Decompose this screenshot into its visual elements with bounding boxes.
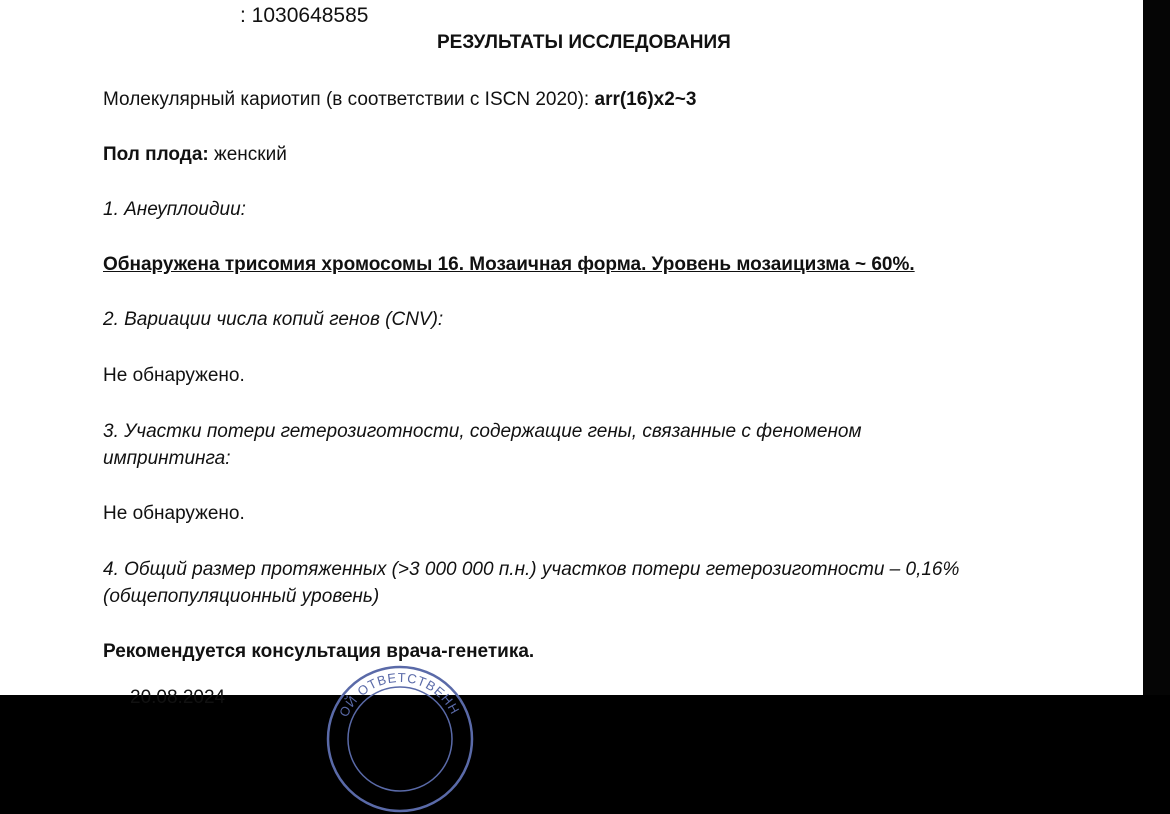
aneuploidy-finding: Обнаружена трисомия хромосомы 16. Мозаичная форма. Уровень мозаицизма ~ 60%. [103,254,915,275]
section-loh-total-line2: (общепопуляционный уровень) [103,586,380,607]
karyotype-value: arr(16)x2~3 [594,89,697,110]
section-loh-imprinting-title-line2: импринтинга: [103,448,231,469]
section-cnv-title: 2. Вариации числа копий генов (CNV): [103,309,444,330]
karyotype-label: Молекулярный кариотип (в соответствии с ISCN 2020): [103,89,595,110]
stamp-seal-icon [325,664,475,814]
section-loh-total-line1: 4. Общий размер протяженных (>3 000 000 п.н.) участков потери гетерозиготности – 0,16% [103,559,960,580]
results-heading: РЕЗУЛЬТАТЫ ИССЛЕДОВАНИЯ [437,32,731,53]
fetal-sex-label: Пол плода: [103,144,209,165]
cnv-result: Не обнаружено. [103,365,245,386]
section-loh-imprinting-title-line1: 3. Участки потери гетерозиготности, содержащие гены, связанные с феноменом [103,421,862,442]
page-edge-shadow [1143,0,1170,695]
stamp-text: ОЙ ОТВЕТСТВЕНН [336,669,463,720]
section-aneuploidy-title: 1. Анеуплоидии: [103,199,246,220]
karyotype-line [103,86,696,113]
fetal-sex-line [103,141,287,168]
sample-id: : 1030648585 [240,4,369,27]
loh-imprinting-result: Не обнаружено. [103,503,245,524]
fetal-sex-value: женский [208,144,287,165]
date-fragment: 20.08.2024 [130,687,226,708]
recommendation: Рекомендуется консультация врача-генетика. [103,641,535,662]
